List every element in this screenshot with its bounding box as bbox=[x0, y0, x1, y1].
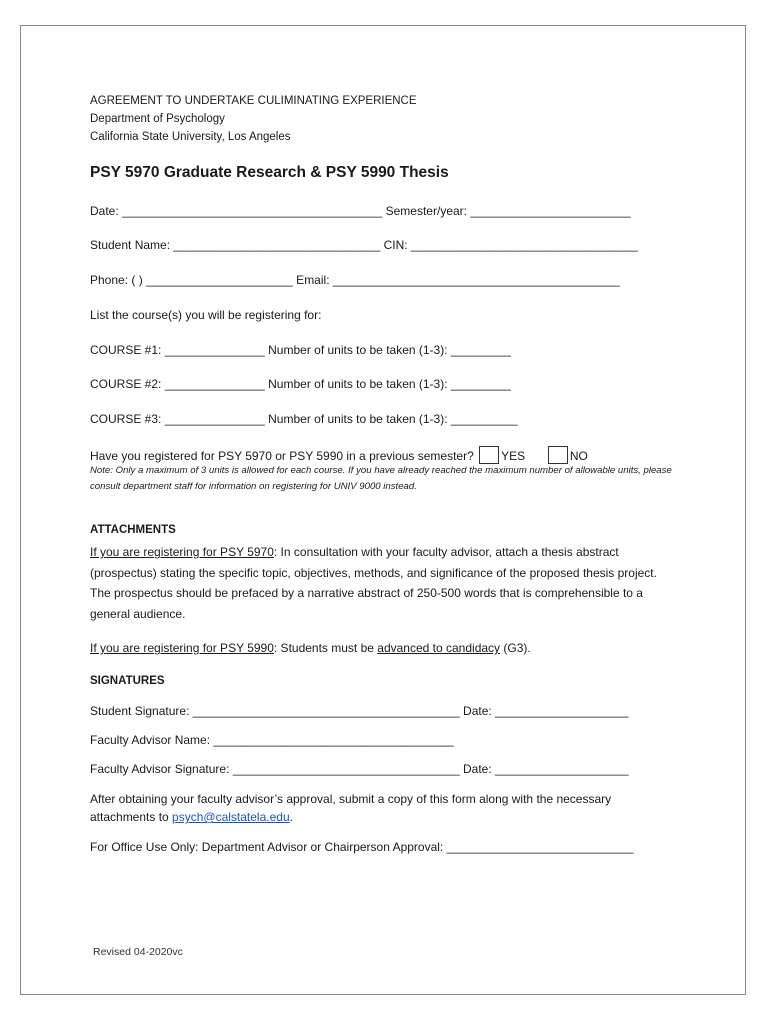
attachments-psy5970-paragraph bbox=[90, 542, 662, 624]
phone-email-line[interactable]: Phone: ( ) ______________________ Email: ___________________________________________ bbox=[90, 273, 620, 287]
form-title: PSY 5970 Graduate Research & PSY 5990 Thesis bbox=[90, 164, 449, 181]
units-note: Note: Only a maximum of 3 units is allowed for each course. If you have already reached the maximum number of allowable units, please consult department staff for information on registering for UNIV 9000 instead. bbox=[90, 465, 672, 492]
psy5970-body: : In consultation with your faculty advisor, attach a thesis abstract (prospectus) stating the specific topic, objectives, methods, and significance of the proposed thesis project. The prospectus should be prefaced by a narrative abstract of 250-500 words that is comprehensible to a general audience. bbox=[90, 545, 657, 621]
header-agreement: AGREEMENT TO UNDERTAKE CULIMINATING EXPERIENCE bbox=[90, 95, 417, 107]
previous-semester-question bbox=[90, 446, 588, 464]
submit-text: After obtaining your faculty advisor’s approval, submit a copy of this form along with the necessary attachments to bbox=[90, 792, 612, 824]
course-1-line[interactable]: COURSE #1: _______________ Number of units to be taken (1-3): _________ bbox=[90, 343, 511, 357]
psy5990-lead: If you are registering for PSY 5990 bbox=[90, 641, 274, 655]
student-cin-line[interactable]: Student Name: _______________________________ CIN: __________________________________ bbox=[90, 238, 638, 252]
course-3-line[interactable]: COURSE #3: _______________ Number of units to be taken (1-3): __________ bbox=[90, 412, 518, 426]
form-header bbox=[90, 92, 417, 146]
header-university: California State University, Los Angeles bbox=[90, 131, 291, 143]
signatures-heading: SIGNATURES bbox=[90, 675, 165, 687]
submit-instructions bbox=[90, 790, 670, 826]
no-checkbox[interactable] bbox=[548, 446, 568, 464]
attachments-psy5990-paragraph bbox=[90, 641, 531, 655]
yes-label: YES bbox=[501, 449, 526, 463]
attachments-heading: ATTACHMENTS bbox=[90, 524, 176, 536]
psy5990-tail: (G3). bbox=[500, 641, 531, 655]
course-2-line[interactable]: COURSE #2: _______________ Number of units to be taken (1-3): _________ bbox=[90, 377, 511, 391]
previous-question-text: Have you registered for PSY 5970 or PSY 5990 in a previous semester? bbox=[90, 449, 474, 463]
courses-prompt: List the course(s) you will be registering for: bbox=[90, 308, 322, 322]
office-use-line[interactable]: For Office Use Only: Department Advisor or Chairperson Approval: ____________________________ bbox=[90, 840, 634, 854]
advisor-signature-line[interactable]: Faculty Advisor Signature: __________________________________ Date: ____________________ bbox=[90, 762, 629, 776]
student-signature-line[interactable]: Student Signature: ________________________________________ Date: ____________________ bbox=[90, 704, 629, 718]
advisor-name-line[interactable]: Faculty Advisor Name: ____________________________________ bbox=[90, 733, 454, 747]
no-label: NO bbox=[569, 449, 588, 463]
candidacy-link[interactable]: advanced to candidacy bbox=[377, 641, 501, 655]
email-link[interactable]: psych@calstatela.edu bbox=[172, 810, 290, 824]
date-semester-line[interactable]: Date: _______________________________________ Semester/year: ________________________ bbox=[90, 204, 631, 218]
submit-end: . bbox=[289, 810, 293, 824]
psy5970-lead: If you are registering for PSY 5970 bbox=[90, 545, 274, 559]
yes-checkbox[interactable] bbox=[479, 446, 499, 464]
header-department: Department of Psychology bbox=[90, 113, 225, 125]
revision-footer: Revised 04-2020vc bbox=[93, 946, 183, 958]
psy5990-mid: : Students must be bbox=[273, 641, 378, 655]
